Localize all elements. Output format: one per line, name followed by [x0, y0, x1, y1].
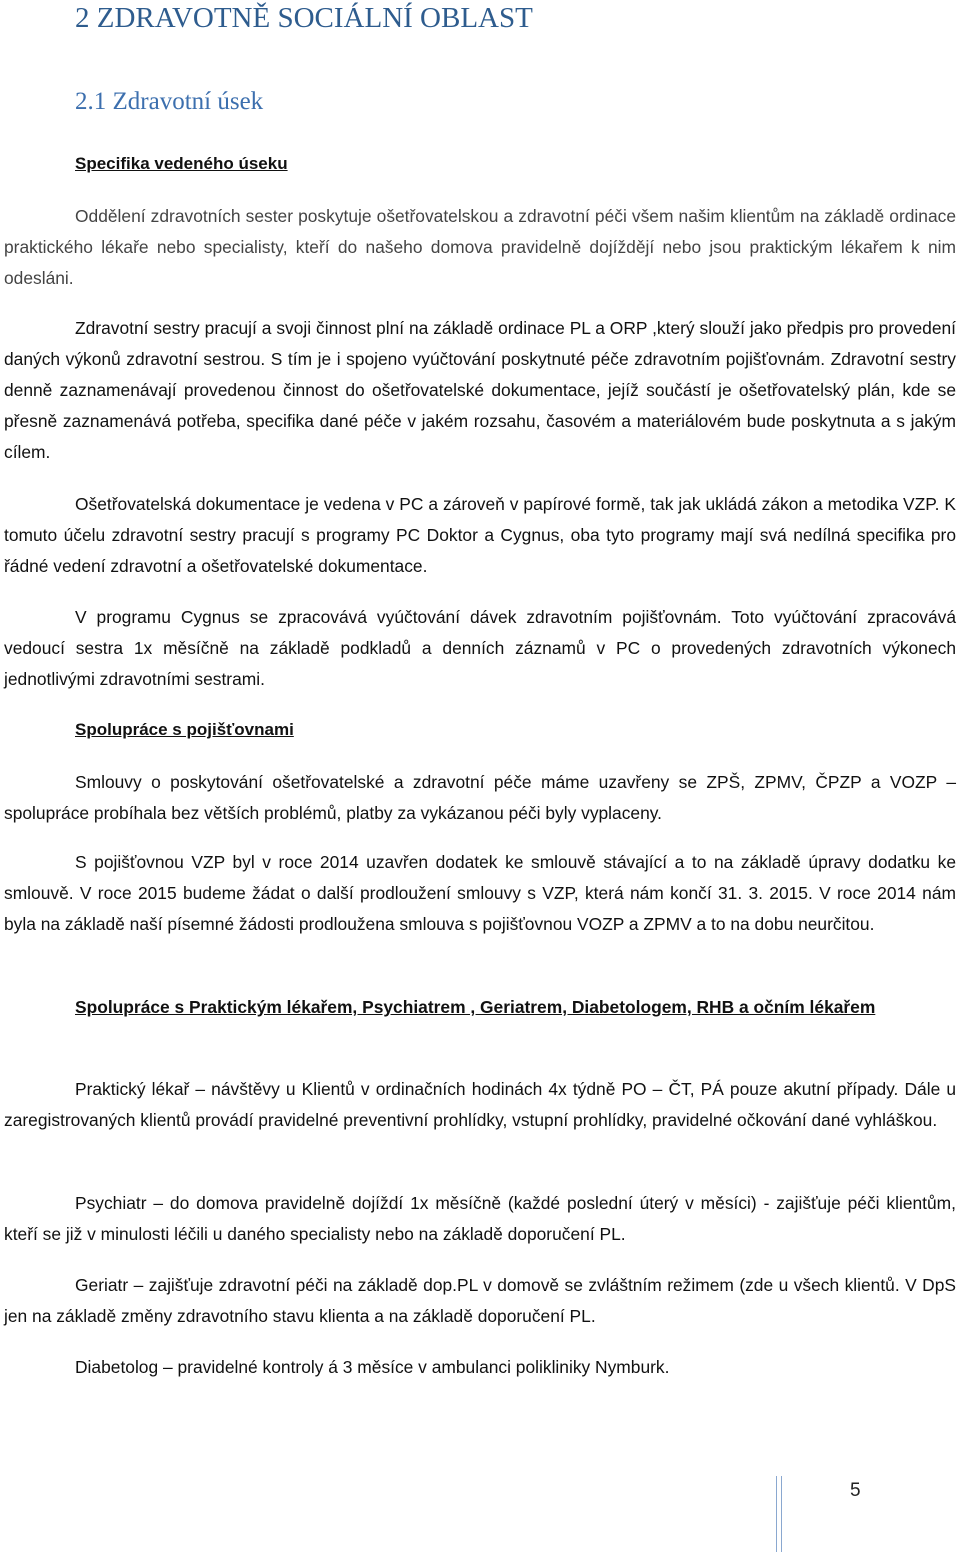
footer-divider	[776, 1476, 782, 1552]
paragraph-geriatr: Geriatr – zajišťuje zdravotní péči na základě dop.PL v domově se zvláštním režimem (zde u všech klientů. V DpS jen na základě změny zdravotního stavu klienta a na základě doporučení PL.	[4, 1275, 956, 1326]
section-heading: 2.1 Zdravotní úsek	[75, 88, 264, 115]
paragraph-dokumentace: Ošetřovatelská dokumentace je vedena v PC a zároveň v papírové formě, tak jak ukládá zákon a metodika VZP. K tomuto účelu zdravotní sestry pracují s programy PC Doktor a Cygnus, oba tyto programy mají svá nedílná specifika pro řádné vedení zdravotní a ošetřovatelské dokumentace.	[4, 494, 956, 576]
subheading-specifika: Specifika vedeného úseku	[75, 154, 288, 173]
subheading-pojistovny: Spolupráce s pojišťovnami	[75, 720, 294, 739]
paragraph-psychiatr: Psychiatr – do domova pravidelně dojíždí 1x měsíčně (každé poslední úterý v měsíci) - zajišťuje péči klientům, kteří se již v minulosti léčili u daného specialisty nebo na základě doporučení PL.	[4, 1193, 956, 1244]
paragraph-prakticky-lekar: Praktický lékař – návštěvy u Klientů v ordinačních hodinách 4x týdně PO – ČT, PÁ pouze akutní případy. Dále u zaregistrovaných klientů provádí pravidelné preventivní prohlídky, vstupní prohlídky, pravidelné očkování dané vyhláškou.	[4, 1079, 956, 1130]
paragraph-vzp: S pojišťovnou VZP byl v roce 2014 uzavřen dodatek ke smlouvě stávající a to na základě úpravy dodatku ke smlouvě. V roce 2015 budeme žádat o další prodloužení smlouvy s VZP, která nám končí 31. 3. 2015. V roce 2014 nám byla na základě naší písemné žádosti prodloužena smlouva s pojišťovnou VOZP a ZPMV a to na dobu neurčitou.	[4, 852, 956, 934]
paragraph-diabetolog: Diabetolog – pravidelné kontroly á 3 měsíce v ambulanci polikliniky Nymburk.	[75, 1357, 670, 1377]
chapter-heading: 2 ZDRAVOTNĚ SOCIÁLNÍ OBLAST	[75, 2, 533, 34]
paragraph-zdravotni-sestry: Zdravotní sestry pracují a svoji činnost plní na základě ordinace PL a ORP ,který slouží jako předpis pro provedení daných výkonů zdravotní sestrou. S tím je i spojeno vyúčtování poskytnuté péče zdravotním pojišťovnám. Zdravotní sestry denně zaznamenávají provedenou činnost do ošetřovatelské dokumentace, jejíž součástí je ošetřovatelský plán, kde se přesně zaznamenává potřeba, specifika dané péče v jakém rozsahu, časovém a materiálovém bude poskytnuta a s jakým cílem.	[4, 318, 956, 462]
paragraph-oddeleni: Oddělení zdravotních sester poskytuje ošetřovatelskou a zdravotní péči všem našim klientům na základě ordinace praktického lékaře nebo specialisty, kteří do našeho domova pravidelně dojíždějí nebo jsou praktickým lékařem k nim odesláni.	[4, 206, 956, 288]
paragraph-cygnus: V programu Cygnus se zpracovává vyúčtování dávek zdravotním pojišťovnám. Toto vyúčtování zpracovává vedoucí sestra 1x měsíčně na základě podkladů a denních záznamů v PC o provedených zdravotních výkonech jednotlivými zdravotními sestrami.	[4, 607, 956, 689]
paragraph-smlouvy: Smlouvy o poskytování ošetřovatelské a zdravotní péče máme uzavřeny se ZPŠ, ZPMV, ČPZP a VOZP – spolupráce probíhala bez větších problémů, platby za vykázanou péči byly vyplaceny.	[4, 772, 956, 823]
subheading-lekari: Spolupráce s Praktickým lékařem, Psychiatrem , Geriatrem, Diabetologem, RHB a očním lékařem	[75, 997, 876, 1017]
page-number: 5	[850, 1480, 861, 1501]
